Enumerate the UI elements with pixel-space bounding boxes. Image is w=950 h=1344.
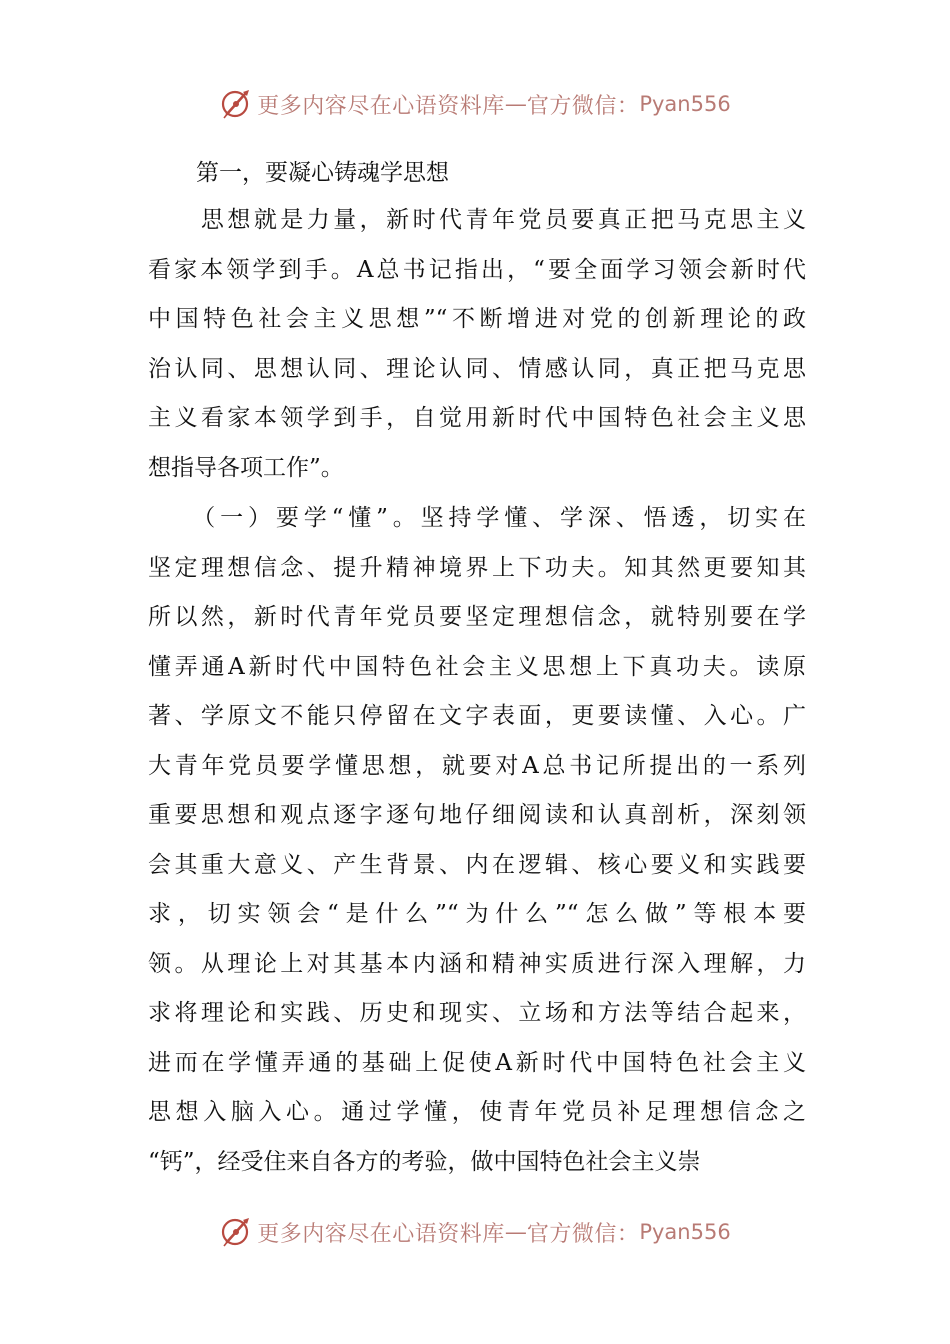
watermark-label: 官方微信： xyxy=(526,1221,640,1247)
paragraph-2 xyxy=(148,494,806,1187)
text-line: “钙”，经受住来自各方的考验，做中国特色社会主义崇 xyxy=(148,1148,701,1175)
watermark-separator: — xyxy=(504,1219,527,1245)
text-line: 领。从理论上对其基本内涵和精神实质进行深入理解，力 xyxy=(148,950,806,977)
watermark-text: 更多内容尽在心语资料库 xyxy=(257,1221,505,1247)
text-line: 大青年党员要学懂思想，就要对A总书记所提出的一系列 xyxy=(148,752,806,779)
text-line: 所以然，新时代青年党员要坚定理想信念，就特别要在学 xyxy=(148,604,806,630)
pen-logo-icon xyxy=(219,1215,253,1249)
watermark-id: Pyan556 xyxy=(639,1220,731,1244)
text-line: 思想入脑入心。通过学懂，使青年党员补足理想信念之 xyxy=(148,1099,806,1125)
text-line: 思想就是力量，新时代青年党员要真正把马克思主义 xyxy=(148,207,806,233)
footer-watermark xyxy=(0,1212,950,1252)
watermark-text: 更多内容尽在心语资料库 xyxy=(257,93,505,119)
header-watermark xyxy=(0,84,950,124)
watermark-label: 官方微信： xyxy=(526,93,640,119)
paragraph-1 xyxy=(148,196,806,493)
text-line: 坚定理想信念、提升精神境界上下功夫。知其然更要知其 xyxy=(148,554,806,581)
watermark-separator: — xyxy=(504,91,527,117)
section-heading: 第一，要凝心铸魂学思想 xyxy=(196,160,449,186)
text-line: 主义看家本领学到手，自觉用新时代中国特色社会主义思 xyxy=(148,405,806,431)
text-line: 进而在学懂弄通的基础上促使A新时代中国特色社会主义 xyxy=(148,1049,806,1076)
pen-logo-icon xyxy=(219,87,253,121)
text-line: 中国特色社会主义思想”“不断增进对党的创新理论的政 xyxy=(148,306,806,332)
watermark-id: Pyan556 xyxy=(639,92,731,116)
text-line: 著、学原文不能只停留在文字表面，更要读懂、入心。广 xyxy=(148,703,806,729)
text-line: 看家本领学到手。A总书记指出，“要全面学习领会新时代 xyxy=(148,256,806,283)
text-line: 重要思想和观点逐字逐句地仔细阅读和认真剖析，深刻领 xyxy=(148,802,806,828)
text-line: 求，切实领会“是什么”“为什么”“怎么做”等根本要 xyxy=(148,901,806,927)
text-line: （一）要学“懂”。坚持学懂、学深、悟透，切实在 xyxy=(148,505,806,531)
text-line: 会其重大意义、产生背景、内在逻辑、核心要义和实践要 xyxy=(148,851,806,878)
text-line: 想指导各项工作”。 xyxy=(148,454,344,481)
text-line: 治认同、思想认同、理论认同、情感认同，真正把马克思 xyxy=(148,355,806,382)
text-line: 求将理论和实践、历史和现实、立场和方法等结合起来， xyxy=(148,1000,806,1026)
text-line: 懂弄通A新时代中国特色社会主义思想上下真功夫。读原 xyxy=(148,653,806,680)
